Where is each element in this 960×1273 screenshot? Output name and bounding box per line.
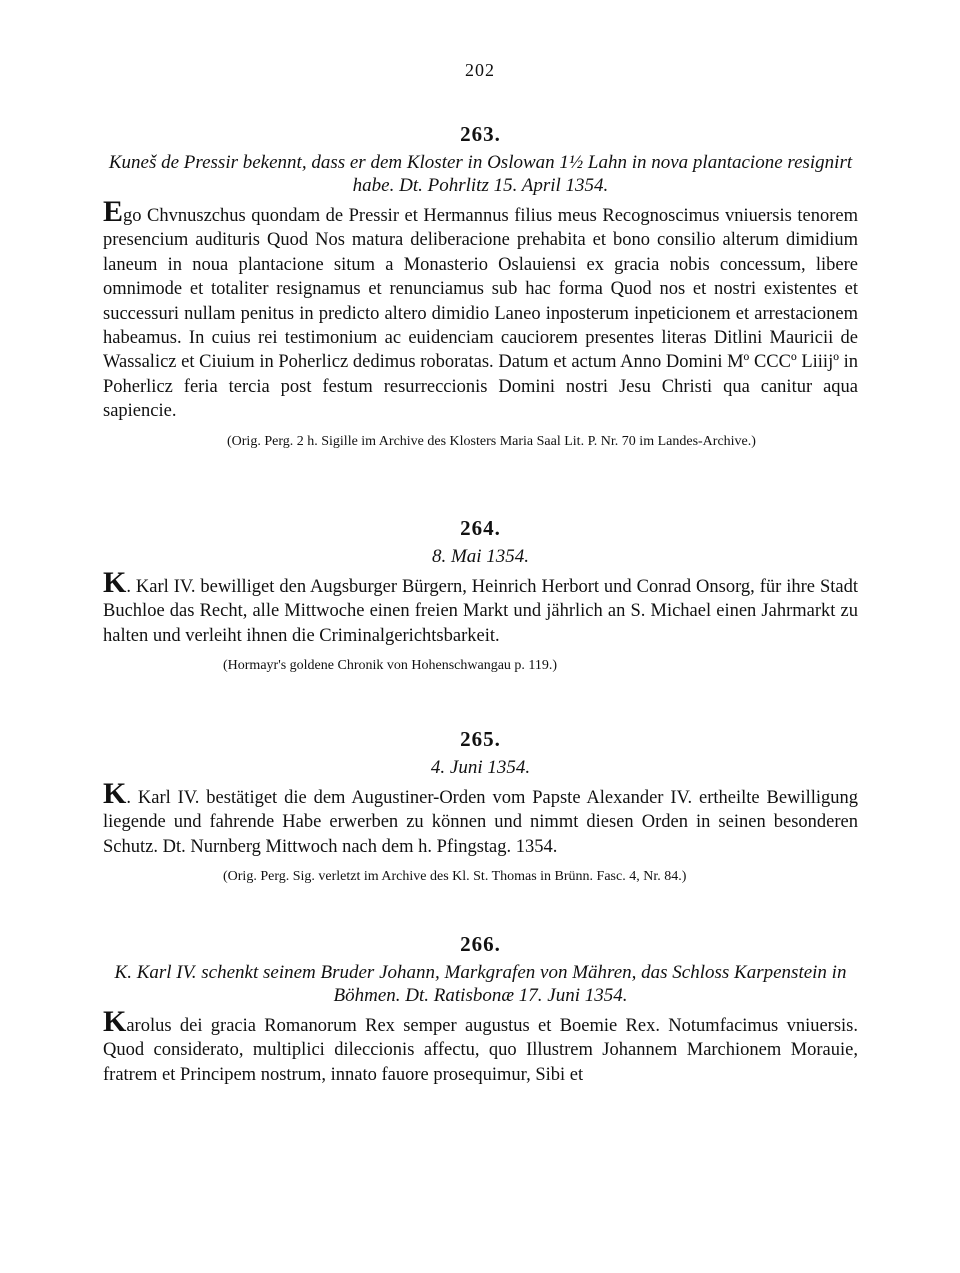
entry-number: 264. <box>460 516 501 540</box>
entry-body <box>103 566 858 648</box>
entry-body <box>103 195 858 424</box>
entry-body <box>103 777 858 859</box>
entry-text: . Karl IV. bestätiget die dem Augustiner-Orden vom Papste Alexander IV. ertheilte Bewilligung liegende und fahrende Habe erwerben zu können und nimmt diesen Orden in seinen besonderen Schutz. Dt. Nurnberg Mittwoch nach dem h. Pfingstag. 1354. <box>103 788 858 857</box>
document-entry-266 <box>103 932 858 1087</box>
entry-text: arolus dei gracia Romanorum Rex semper augustus et Boemie Rex. Notumfacimus vniuersis. Quod considerato, multiplici dileccionis affectu, quo Illustrem Johannem Marchionem Morauie, fratrem et Principem nostrum, innato fauore prosequimur, Sibi et <box>103 1016 858 1085</box>
entry-number: 265. <box>460 727 501 751</box>
document-entry-265 <box>103 727 858 887</box>
initial-letter: K <box>103 566 127 599</box>
document-entry-263 <box>103 122 858 452</box>
initial-letter: K <box>103 1005 127 1038</box>
entry-number: 266. <box>460 932 501 956</box>
entry-text: . Karl IV. bewilliget den Augsburger Bürgern, Heinrich Herbort und Conrad Onsorg, für ihre Stadt Buchloe das Recht, alle Mittwoche einen freien Markt und jährlich an S. Michael einen Jahrmarkt zu halten und verleiht ihnen die Criminalgerichtsbarkeit. <box>103 577 858 646</box>
source-note: (Orig. Perg. 2 h. Sigille im Archive des Klosters Maria Saal Lit. P. Nr. 70 im Landes-Archive.) <box>227 433 756 449</box>
entry-heading: K. Karl IV. schenkt seinem Bruder Johann, Markgrafen von Mähren, das Schloss Karpenstein in Böhmen. Dt. Ratisbonæ 17. Juni 1354. <box>114 962 847 1006</box>
entry-body <box>103 1005 858 1087</box>
initial-letter: K <box>103 777 127 810</box>
source-note: (Orig. Perg. Sig. verletzt im Archive des Kl. St. Thomas in Brünn. Fasc. 4, Nr. 84.) <box>223 869 687 885</box>
entry-heading: 4. Juni 1354. <box>430 757 531 778</box>
entry-number: 263. <box>460 122 501 146</box>
entry-heading: 8. Mai 1354. <box>431 546 530 567</box>
entry-heading: Kuneš de Pressir bekennt, dass er dem Kloster in Oslowan 1½ Lahn in nova plantacione resignirt habe. Dt. Pohrlitz 15. April 1354. <box>108 152 853 196</box>
entry-text: go Chvnuszchus quondam de Pressir et Hermannus filius meus Recognoscimus vniuersis tenorem presencium audituris Quod Nos matura deliberacione prehabita et bono consilio alterum dimidium laneum in noua plantacione situm a Monasterio Oslauiensi ex gracia nobis concessum, libere omnimode et totaliter resignamus et renunciamus sub hac forma Quod nos et nostri existentes et successuri nullam penitus in predicto altero dimidio Laneo inposterum inpeticionem et arrestacionem habeamus. In cuius rei testimonium ac euidenciam cauciorem presentes literas Ditlini Mauricii de Wassalicz et Ciuium in Poherlicz dedimus roboratas. Datum et actum Anno Domini Mº CCCº Liiijº in Poherlicz feria tercia post festum resurreccionis Domini nostri Jesu Christi qua canitur aqua sapiencie. <box>103 206 858 422</box>
document-entry-264 <box>103 516 858 676</box>
initial-letter: E <box>103 195 124 228</box>
page-number: 202 <box>465 60 495 80</box>
source-note: (Hormayr's goldene Chronik von Hohenschwangau p. 119.) <box>223 658 558 674</box>
